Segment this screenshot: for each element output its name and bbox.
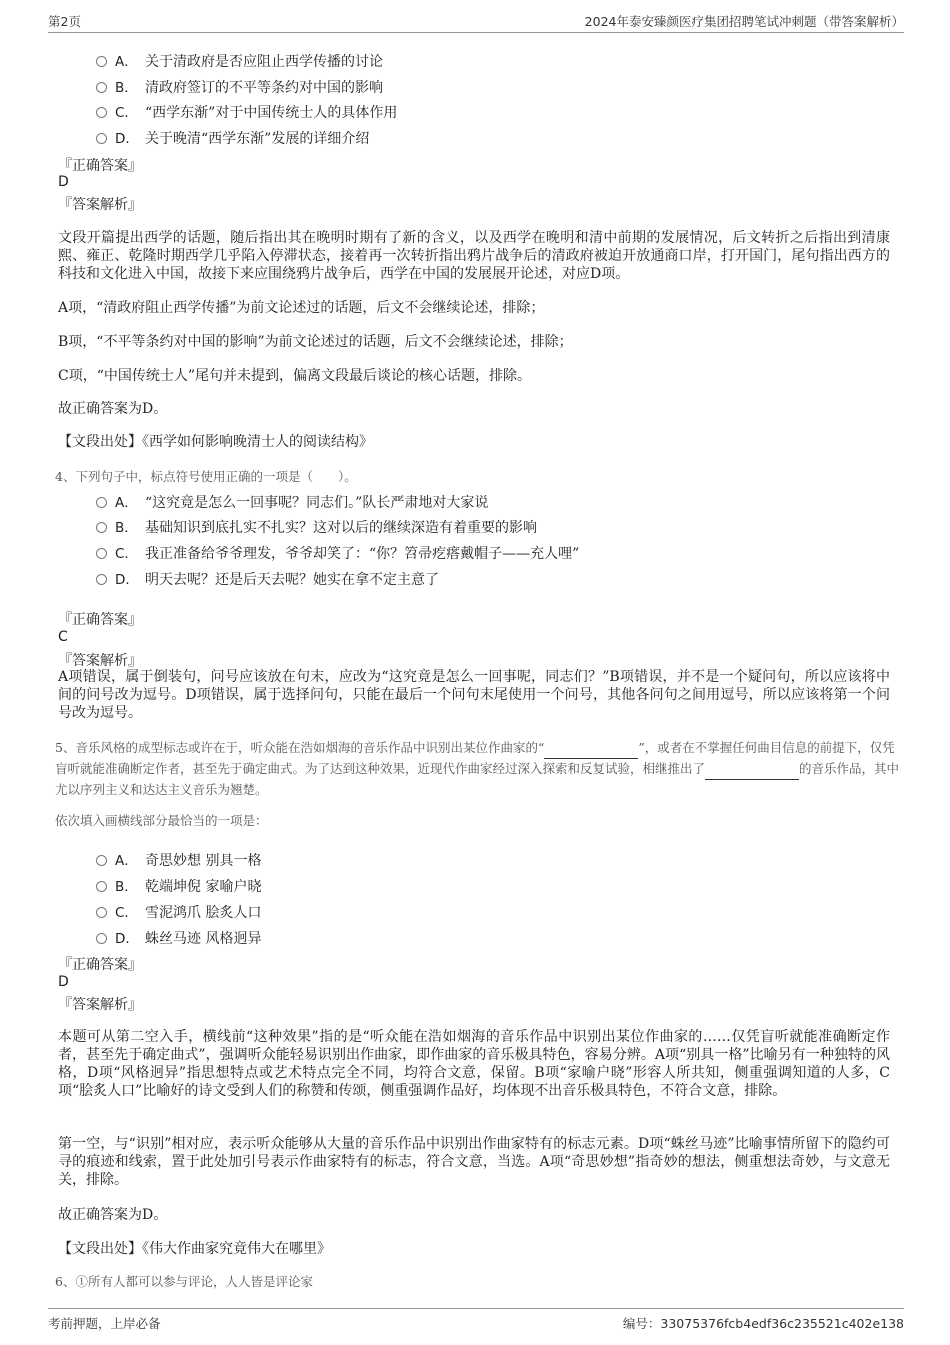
page-footer [48, 1308, 904, 1331]
q4-analysis-label: 『答案解析』 [58, 653, 142, 669]
radio-icon[interactable] [96, 133, 107, 144]
q5-analysis-para-2: 第一空，与“识别”相对应，表示听众能够从大量的音乐作品中识别出作曲家特有的标志元素。D项“蛛丝马迹”比喻事情所留下的隐约可寻的痕迹和线索，置于此处加引号表示作曲家特有的标志，符合文意，当选。A项“奇思妙想”指奇妙的想法，侧重想法奇妙，与文意无关，排除。 [58, 1136, 890, 1188]
q5-source: 【文段出处】《伟大作曲家究竟伟大在哪里》 [58, 1241, 331, 1257]
q3-analysis-label: 『答案解析』 [58, 197, 142, 213]
blank-2 [705, 759, 799, 780]
q5-option-d[interactable]: D． 蛛丝马迹 风格迥异 [96, 927, 261, 948]
q3-conclusion: 故正确答案为D。 [58, 401, 168, 417]
q4-answer-label: 『正确答案』 [58, 612, 142, 628]
radio-icon[interactable] [96, 82, 107, 93]
radio-icon[interactable] [96, 933, 107, 944]
q4-option-c[interactable]: C． 我正准备给爷爷理发，爷爷却笑了：“你？笤帚疙瘩戴帽子——充人哩” [96, 542, 579, 563]
q3-analysis-a: A项，“清政府阻止西学传播”为前文论述过的话题，后文不会继续论述，排除； [58, 300, 545, 316]
document-title: 2024年泰安臻颜医疗集团招聘笔试冲刺题（带答案解析） [584, 14, 904, 29]
q5-analysis-para-1: 本题可从第二空入手，横线前“这种效果”指的是“听众能在浩如烟海的音乐作品中识别出某位作曲家的……仅凭盲听就能准确断定作者，甚至先于确定曲式”，强调听众能轻易识别出作曲家，即作曲家的音乐极具特色，容易分辨。A项“别具一格”比喻另有一种独特的风格，D项“风格迥异”指思想特点或艺术特点完全不同，均符合文意，保留。B项“家喻户晓”形容人所共知，侧重强调知道的人多，C项“脍炙人口”比喻好的诗文受到人们的称赞和传颂，侧重强调作品好，均体现不出音乐极具特色，不符合文意，排除。 [58, 1029, 890, 1099]
q3-analysis-para: 文段开篇提出西学的话题，随后指出其在晚明时期有了新的含义，以及西学在晚明和清中前期的发展情况，后文转折之后指出到清康熙、雍正、乾隆时期西学几乎陷入停滞状态，接着再一次转折指出鸦片战争后的清政府被迫开放通商口岸，打开国门，尾句指出西方的科技和文化进入中国，故接下来应围绕鸦片战争后，西学在中国的发展展开论述，对应D项。 [58, 230, 890, 282]
blank-1 [544, 738, 638, 759]
page-number: 第2页 [48, 14, 81, 29]
q3-option-c[interactable]: C． “西学东渐”对于中国传统士人的具体作用 [96, 101, 397, 122]
document-id: 编号：33075376fcb4edf36c235521c402e138 [622, 1316, 904, 1331]
q5-prompt: 依次填入画横线部分最恰当的一项是： [55, 813, 268, 828]
q5-answer-label: 『正确答案』 [58, 957, 142, 973]
q4-analysis-para: A项错误，属于倒装句，问号应该放在句末，应改为“这究竟是怎么一回事呢，同志们？”B项错误，并不是一个疑问句，所以应该将中间的问号改为逗号。D项错误，属于选择问句，只能在最后一个问句末尾使用一个问号，其他各问句之间用逗号，所以应该将第一个问号改为逗号。 [58, 669, 890, 721]
radio-icon[interactable] [96, 497, 107, 508]
q4-answer: C [58, 629, 68, 645]
q5-option-b[interactable]: B． 乾端坤倪 家喻户晓 [96, 875, 261, 896]
q5-option-a[interactable]: A． 奇思妙想 别具一格 [96, 849, 261, 870]
q5-conclusion: 故正确答案为D。 [58, 1207, 168, 1223]
q3-source: 【文段出处】《西学如何影响晚清士人的阅读结构》 [58, 434, 373, 450]
q3-analysis-b: B项，“不平等条约对中国的影响”为前文论述过的话题，后文不会继续论述，排除； [58, 334, 573, 350]
radio-icon[interactable] [96, 548, 107, 559]
q6-stem: 6、①所有人都可以参与评论，人人皆是评论家 [55, 1274, 313, 1289]
q4-option-b[interactable]: B． 基础知识到底扎实不扎实？这对以后的继续深造有着重要的影响 [96, 516, 537, 537]
page-header [48, 10, 904, 33]
q4-option-d[interactable]: D． 明天去呢？还是后天去呢？她实在拿不定主意了 [96, 568, 439, 589]
q3-answer: D [58, 174, 69, 190]
q5-analysis-label: 『答案解析』 [58, 997, 142, 1013]
radio-icon[interactable] [96, 107, 107, 118]
q3-analysis-c: C项，“中国传统士人”尾句并未提到，偏离文段最后谈论的核心话题，排除。 [58, 368, 532, 384]
radio-icon[interactable] [96, 855, 107, 866]
radio-icon[interactable] [96, 56, 107, 67]
radio-icon[interactable] [96, 881, 107, 892]
radio-icon[interactable] [96, 522, 107, 533]
q3-answer-label: 『正确答案』 [58, 158, 142, 174]
radio-icon[interactable] [96, 907, 107, 918]
q5-answer: D [58, 974, 69, 990]
q3-option-b[interactable]: B． 清政府签订的不平等条约对中国的影响 [96, 76, 383, 97]
q4-stem: 4、下列句子中，标点符号使用正确的一项是（ ）。 [55, 469, 357, 484]
footer-slogan: 考前押题，上岸必备 [48, 1316, 161, 1331]
q4-option-a[interactable]: A． “这究竟是怎么一回事呢？同志们。”队长严肃地对大家说 [96, 491, 488, 512]
q5-stem: 5、音乐风格的成型标志或许在于，听众能在浩如烟海的音乐作品中识别出某位作曲家的“ ”，或者在不掌握任何曲目信息的前提下，仅凭盲听就能准确断定作者，甚至先于确定曲式。为了达到这种效果，近现代作曲家经过深入探索和反复试验，相继推出了 的音乐作品，其中尤以序列主义和达达主义音乐为翘楚。 [55, 740, 900, 797]
q5-option-c[interactable]: C． 雪泥鸿爪 脍炙人口 [96, 901, 261, 922]
q3-option-d[interactable]: D． 关于晚清“西学东渐”发展的详细介绍 [96, 127, 369, 148]
radio-icon[interactable] [96, 574, 107, 585]
q3-option-a[interactable]: A． 关于清政府是否应阻止西学传播的讨论 [96, 50, 383, 71]
